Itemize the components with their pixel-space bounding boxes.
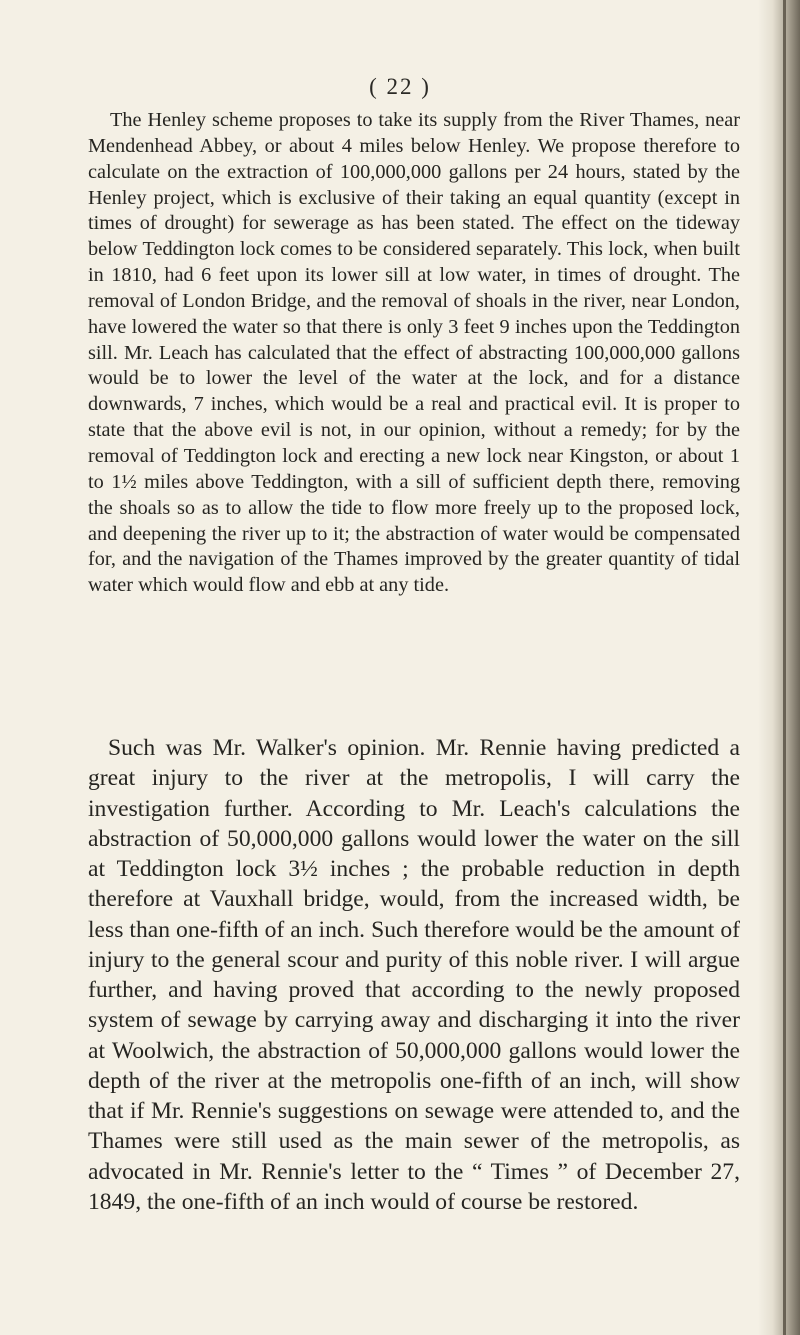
paragraph-walker-opinion: Such was Mr. Walker's opinion. Mr. Rennie having predicted a great injury to the river at the metropolis, I will carry the investigation further. According to Mr. Leach's calculations the abstraction of 50,000,000 gallons would lower the water on the sill at Teddington lock 3½ inches ; the probable reduction in depth therefore at Vauxhall bridge, would, from the increased width, be less than one-fifth of an inch. Such therefore would be the amount of injury to the general scour and purity of this noble river. I will argue further, and having proved that according to the newly proposed system of sewage by carrying away and discharging it into the river at Woolwich, the abstraction of 50,000,000 gallons would lower the depth of the river at the metropolis one-fifth of an inch, will show that if Mr. Rennie's suggestions on sewage were attended to, and the Thames were still used as the main sewer of the metropolis, as advocated in Mr. Rennie's letter to the “ Times ” of December 27, 1849, the one-fifth of an inch would of course be restored. (88, 735, 740, 1215)
page-number: ( 22 ) (369, 74, 431, 99)
page-edge-line (783, 0, 786, 1335)
paragraph-henley-scheme: The Henley scheme proposes to take its supply from the River Thames, near Mendenhead Abbey, or about 4 miles below Henley. We propose therefore to calculate on the extraction of 100,000,000 gallons per 24 hours, stated by the Henley project, which is exclusive of their taking an equal quantity (except in times of drought) for sewerage as has been stated. The effect on the tideway below Teddington lock comes to be considered separately. This lock, when built in 1810, had 6 feet upon its lower sill at low water, in times of drought. The removal of London Bridge, and the removal of shoals in the river, near London, have lowered the water so that there is only 3 feet 9 inches upon the Teddington sill. Mr. Leach has calculated that the effect of abstracting 100,000,000 gallons would be to lower the level of the water at the lock, and for a distance downwards, 7 inches, which would be a real and practical evil. It is proper to state that the above evil is not, in our opinion, without a remedy; for by the removal of Teddington lock and erecting a new lock near Kingston, or about 1 to 1½ miles above Teddington, with a sill of sufficient depth there, removing the shoals so as to allow the tide to flow more freely up to the proposed lock, and deepening the river up to it; the abstraction of water would be compensated for, and the navigation of the Thames improved by the greater quantity of tidal water which would flow and ebb at any tide. (88, 109, 740, 597)
page-edge-shadow (758, 0, 800, 1335)
